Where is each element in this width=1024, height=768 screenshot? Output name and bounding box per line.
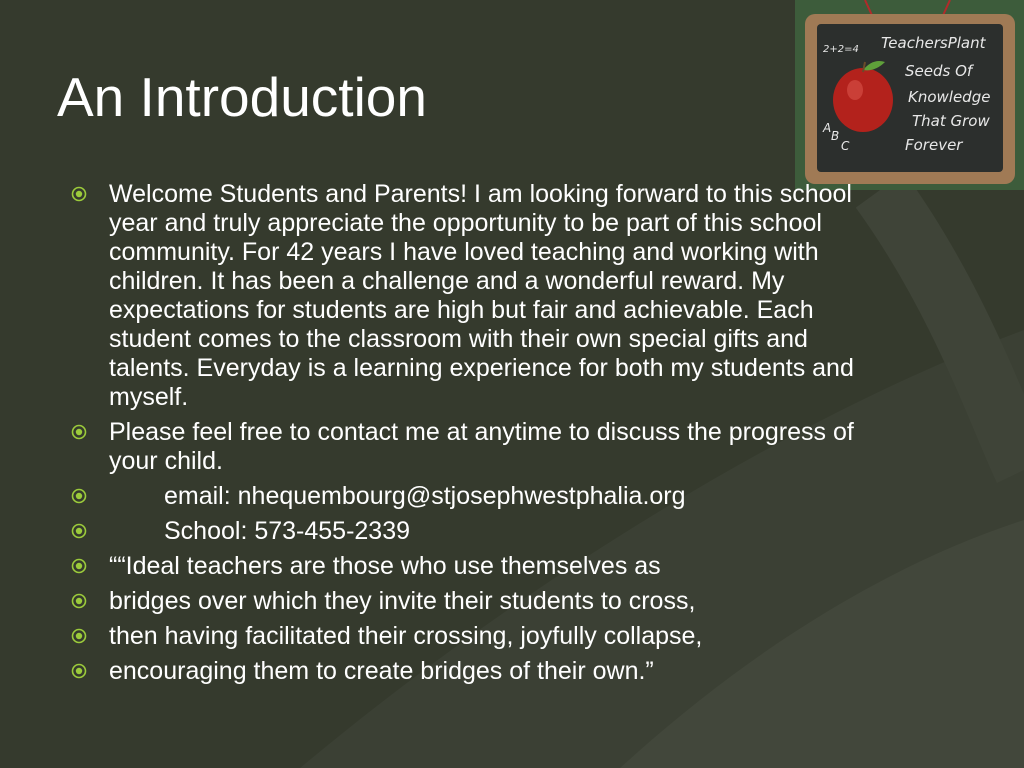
- bullet-circle-icon: [71, 488, 87, 504]
- chalk-text-equation: 2+2=4: [823, 44, 859, 55]
- chalk-text-line2: Seeds Of: [905, 62, 973, 80]
- bullet-item: [62, 482, 882, 511]
- bullet-text: School: 573-455-2339: [164, 517, 411, 545]
- bullet-text: encouraging them to create bridges of their own.”: [109, 657, 654, 685]
- bullet-circle-icon: [71, 663, 87, 679]
- chalk-letter-c: C: [841, 139, 850, 153]
- bullet-circle-icon: [71, 593, 87, 609]
- bullet-circle-icon: [71, 424, 87, 440]
- bullet-item: [62, 517, 882, 546]
- chalk-text-line5: Forever: [905, 136, 963, 154]
- bullet-text: ““Ideal teachers are those who use themselves as: [109, 552, 661, 580]
- bullet-text: Welcome Students and Parents! I am looking forward to this school year and truly appreciate the opportunity to be part of this school community. For 42 years I have loved teaching and working with children. It has been a challenge and a wonderful reward. My expectations for students are high but fair and achievable. Each student comes to the classroom with their own special gifts and talents. Everyday is a learning experience for both my students and myself.: [109, 180, 854, 411]
- chalk-letter-a: A: [823, 121, 832, 135]
- bullet-text: email: nhequembourg@stjosephwestphalia.org: [164, 482, 686, 510]
- bullet-item: [62, 587, 882, 616]
- bullet-item: [62, 180, 882, 412]
- bullet-circle-icon: [71, 558, 87, 574]
- chalk-text-line4: That Grow: [912, 112, 990, 130]
- bullet-text: then having facilitated their crossing, joyfully collapse,: [109, 622, 703, 650]
- bullet-circle-icon: [71, 186, 87, 202]
- bullet-text: Please feel free to contact me at anytime to discuss the progress of your child.: [109, 418, 854, 475]
- bullet-item: [62, 418, 882, 476]
- bullet-circle-icon: [71, 523, 87, 539]
- chalk-text-line1: TeachersPlant: [881, 34, 986, 52]
- chalk-text-line3: Knowledge: [908, 88, 991, 106]
- bullet-circle-icon: [71, 628, 87, 644]
- bullet-item: [62, 622, 882, 651]
- chalkboard-image: [795, 0, 1024, 190]
- bullet-list: [62, 180, 882, 692]
- slide-title: An Introduction: [57, 66, 427, 128]
- bullet-text: bridges over which they invite their students to cross,: [109, 587, 696, 615]
- chalk-letter-b: B: [831, 129, 840, 143]
- bullet-item: [62, 552, 882, 581]
- bullet-item: [62, 657, 882, 686]
